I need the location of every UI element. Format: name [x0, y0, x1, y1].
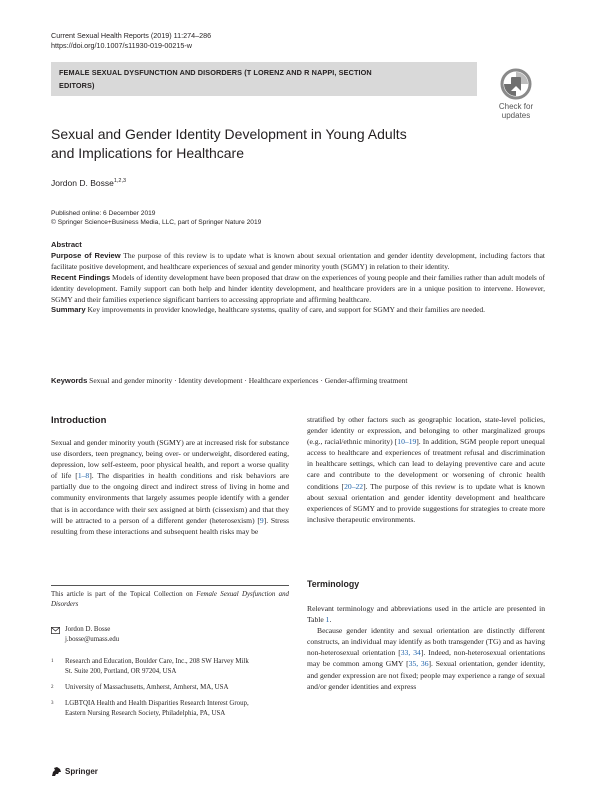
intro-text-a: Sexual and gender minority youth (SGMY) are at increased risk for substance use disorders, teen pregnancy, being over- or underweight, disordered eating, depression, low self-esteem, poor physical health, and report a worse quality of life [: [51, 438, 289, 481]
keywords-line: [51, 376, 545, 385]
crossmark-line-2: updates: [501, 111, 531, 120]
term2-text-a: Because gender identity and sexual orientation are distinctly different constructs, an individual may identify as both transgender (TG) and as having non-heterosexual orientation [: [307, 626, 545, 658]
article-title: [51, 125, 451, 163]
affiliation-line: University of Massachusetts, Amherst, Amherst, MA, USA: [65, 684, 229, 691]
keywords-text: Sexual and gender minority · Identity development · Healthcare experiences · Gender-affirming treatment: [87, 376, 408, 385]
topical-collection-name: Female Sexual Dysfunction and Disorders: [51, 591, 289, 608]
terminology-paragraph-2: [307, 625, 545, 692]
author-affiliation-markers: 1,2,3: [113, 178, 127, 185]
abstract-summary: [51, 305, 545, 316]
section-banner: [51, 62, 477, 96]
springer-horse-icon: [51, 766, 62, 777]
journal-citation: Current Sexual Health Reports (2019) 11:274–286: [51, 31, 212, 40]
crossmark-icon: [487, 68, 545, 102]
author-line: [51, 178, 126, 188]
right-column-body: [307, 414, 545, 525]
check-for-updates-badge[interactable]: [487, 68, 545, 126]
right-text-a: stratified by other factors such as geographic location, state-level policies, gender identity or expression, and belonging to other marginalized groups (e.g., racial/ethnic minority) [: [307, 415, 545, 447]
abstract-block: [51, 240, 545, 316]
summary-text: Key improvements in provider knowledge, healthcare systems, quality of care, and support for SGMY and their families are needed.: [85, 305, 486, 315]
right-text-b: ]. In addition, SGM people report unequal access to healthcare and experiences of treatment refusal and discrimination in healthcare settings, which can lead to delaying preventive care and acute care and contribute to the development or worsening of chronic health conditions [: [307, 437, 545, 491]
abstract-findings: [51, 273, 545, 306]
footnote-divider: [51, 585, 289, 586]
abstract-heading: Abstract: [51, 240, 82, 249]
right-text-c: ]. The purpose of this review is to update what is known about sexual orientation and gender identity development and healthcare experiences of SGMY and to provide suggestions for strategies to create more inclusive therapeutic environments.: [307, 481, 545, 524]
findings-text: Models of identity development have been proposed that draw on the experiences of young people and their families rather than adult models of identity development. Family support can both help and hinder identity development, and healthcare providers are in a unique position to intervene. However, SGMY and their families experience significant barriers to accessing appropriate and affirming healthcare.: [51, 272, 545, 304]
affiliation-2: [51, 683, 289, 693]
table-link[interactable]: 1: [325, 615, 330, 625]
title-line-2: and Implications for Healthcare: [51, 145, 244, 161]
affiliation-1: [51, 657, 289, 677]
correspondence-block: [51, 625, 119, 645]
terminology-body: [307, 603, 545, 692]
banner-line-2: EDITORS): [59, 81, 95, 90]
introduction-body: [51, 437, 289, 537]
citation-link[interactable]: 35, 36: [408, 659, 429, 669]
affiliation-line: St. Suite 200, Portland, OR 97204, USA: [65, 668, 177, 675]
citation-link[interactable]: 33, 34: [400, 648, 421, 658]
findings-label: Recent Findings: [51, 272, 111, 282]
title-line-1: Sexual and Gender Identity Development in Young Adults: [51, 126, 407, 142]
citation-link[interactable]: 10–19: [397, 437, 417, 447]
affiliation-3: [51, 699, 289, 719]
term2-text-c: ]. Sexual orientation, gender identity, and gender expression are not fixed; people may experience a range of sexual and/or gender identities and express: [307, 659, 546, 691]
right-paragraph-1: [307, 414, 545, 525]
introduction-heading: Introduction: [51, 415, 107, 426]
intro-text-b: ]. The disparities in health conditions and risk behaviors are partially due to the ongoing direct and indirect stress of living in home and community environments that largely assumes people identify with a gender that is in accordance with their sex assigned at birth (cissexism) and that they will be attracted to a person of a different gender (heterosexism) [: [51, 471, 289, 525]
keywords-label: Keywords: [51, 376, 88, 385]
correspondence-email[interactable]: j.bosse@umass.edu: [65, 636, 120, 643]
summary-label: Summary: [51, 305, 86, 315]
affiliation-number: 3: [51, 701, 54, 706]
citation-link[interactable]: 1–8: [77, 471, 90, 481]
topical-collection-note: [51, 590, 289, 610]
term2-text-b: ]. Indeed, non-heterosexual orientations may be common among GMY [: [307, 648, 546, 669]
journal-header: [51, 31, 211, 51]
affiliation-number: 2: [51, 685, 54, 690]
terminology-paragraph-1: [307, 603, 545, 625]
crossmark-line-1: Check for: [498, 102, 534, 111]
affiliation-line: LGBTQIA Health and Health Disparities Research Interest Group,: [65, 700, 249, 707]
abstract-purpose: [51, 251, 545, 273]
citation-link[interactable]: 9: [259, 515, 264, 525]
term-text-a: Relevant terminology and abbreviations used in the article are presented in Table: [307, 604, 545, 625]
publisher-name: Springer: [65, 767, 98, 776]
publication-info: [51, 209, 261, 227]
term-text-b: .: [329, 615, 332, 625]
envelope-icon: [51, 627, 60, 634]
citation-link[interactable]: 20–22: [344, 481, 364, 491]
affiliation-line: Research and Education, Boulder Care, Inc., 208 SW Harvey Milk: [65, 658, 249, 665]
springer-logo: [51, 766, 98, 777]
copyright-line: © Springer Science+Business Media, LLC, part of Springer Nature 2019: [51, 219, 262, 226]
published-date: Published online: 6 December 2019: [51, 210, 156, 217]
purpose-label: Purpose of Review: [51, 250, 121, 260]
correspondence-name: Jordon D. Bosse: [65, 626, 111, 633]
purpose-text: The purpose of this review is to update what is known about sexual orientation and gender identity development, including factors that facilitate positive development, and healthcare experiences of sexual and gender minority youth (SGMY) in relation to their identity.: [51, 250, 545, 271]
affiliation-number: 1: [51, 659, 54, 664]
terminology-heading: Terminology: [307, 579, 360, 589]
doi-link[interactable]: https://doi.org/10.1007/s11930-019-00215-w: [51, 41, 192, 50]
author-name[interactable]: Jordon D. Bosse: [51, 178, 114, 188]
introduction-paragraph: [51, 437, 289, 537]
topical-prefix: This article is part of the Topical Collection on: [51, 591, 197, 598]
intro-text-c: ]. Stress resulting from these interactions and subsequent health risks may be: [51, 515, 289, 536]
affiliation-line: Eastern Nursing Research Society, Philadelphia, PA, USA: [65, 710, 226, 717]
banner-line-1: FEMALE SEXUAL DYSFUNCTION AND DISORDERS (T LORENZ AND R NAPPI, SECTION: [59, 68, 372, 77]
